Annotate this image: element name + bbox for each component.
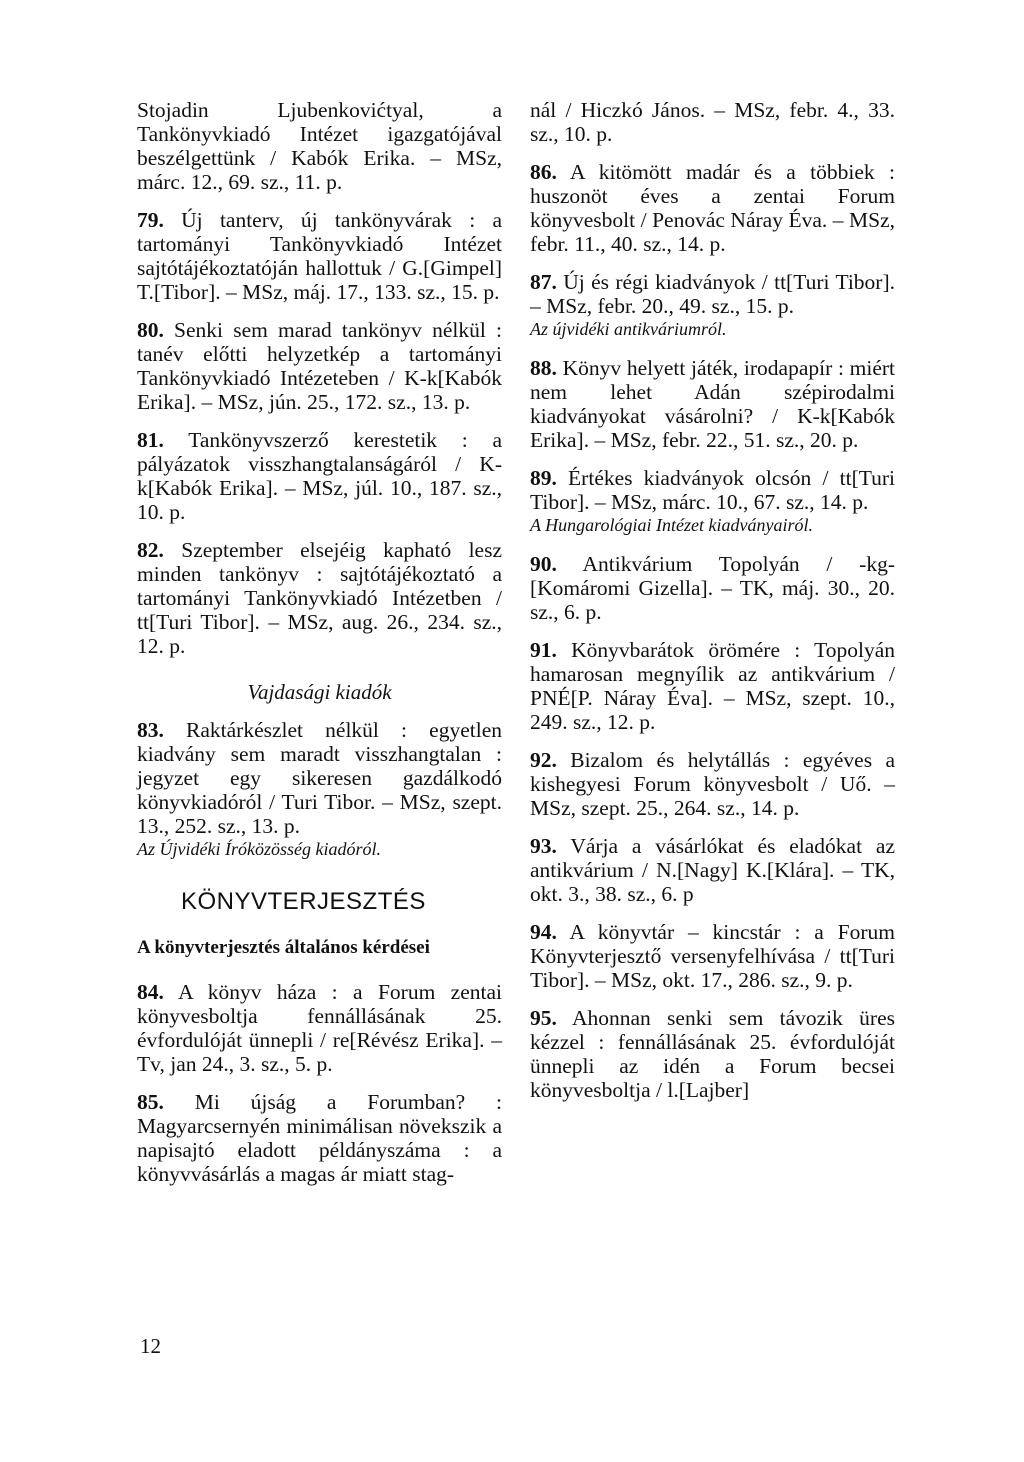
entry-80 [137,318,502,414]
entry-text: Tankönyvszerző kerestetik : a pályázatok visszhangtalanságáról / K-k[Kabók Erika]. – MSz, júl. 10., 187. sz., 10. p. [137,428,502,524]
entry-number: 95. [530,1006,557,1030]
entry-88 [530,356,895,452]
entry-text: Raktárkészlet nélkül : egyetlen kiadvány sem maradt visszhangtalan : jegyzet egy sikeresen gazdálkodó könyvkiadóról / Turi Tibor. – MSz, szept. 13., 252. sz., 13. p. [137,718,502,838]
page-number: 12 [140,1334,161,1358]
entry-number: 88. [530,356,557,380]
entry-94 [530,920,895,992]
entry-78-continuation: Stojadin Ljubenkovićtyal, a Tankönyvkiadó Intézet igazgatójával beszélgettünk / Kabók Erika. – MSz, márc. 12., 69. sz., 11. p. [137,98,502,194]
entry-text: Mi újság a Forumban? : Magyarcsernyén minimálisan növekszik a napisajtó eladott példányszáma : a könyvvásárlás a magas ár miatt stag- [137,1090,502,1186]
entry-87-note: Az újvidéki antikváriumról. [530,319,727,339]
entry-text: Értékes kiadványok olcsón / tt[Turi Tibor]. – MSz, márc. 10., 67. sz., 14. p. [530,466,895,514]
entry-text: Bizalom és helytállás : egyéves a kishegyesi Forum könyvesbolt / Uő. – MSz, szept. 25., 264. sz., 14. p. [530,748,895,820]
entry-number: 84. [137,980,164,1004]
entry-number: 80. [137,318,164,342]
entry-number: 87. [530,270,557,294]
entry-number: 79. [137,208,164,232]
entry-92 [530,748,895,820]
entry-number: 85. [137,1090,164,1114]
entry-text: Várja a vásárlókat és eladókat az antikvárium / N.[Nagy] K.[Klára]. – TK, okt. 3., 38. sz., 6. p [530,834,895,906]
entry-text: Senki sem marad tankönyv nélkül : tanév előtti helyzetkép a tartományi Tankönyvkiadó Intézeteben / K-k[Kabók Erika]. – MSz, jún. 25., 172. sz., 13. p. [137,318,502,414]
entry-number: 81. [137,428,164,452]
entry-83-note: Az Újvidéki Íróközösség kiadóról. [137,839,381,859]
entry-number: 83. [137,718,164,742]
entry-text: A kitömött madár és a többiek : huszonöt éves a zentai Forum könyvesbolt / Penovác Náray Éva. – MSz, febr. 11., 40. sz., 14. p. [530,160,895,256]
entry-90 [530,552,895,624]
entry-text: A könyvtár – kincstár : a Forum Könyvterjesztő versenyfelhívása / tt[Turi Tibor]. – MSz, okt. 17., 286. sz., 9. p. [530,920,895,992]
entry-89 [530,466,895,514]
entry-81 [137,428,502,524]
entry-82 [137,538,502,658]
entry-number: 89. [530,466,557,490]
entry-number: 94. [530,920,557,944]
entry-79 [137,208,502,304]
entry-87 [530,270,895,318]
entry-number: 91. [530,638,557,662]
entry-84 [137,980,502,1076]
left-column [137,98,502,1200]
entry-text: Antikvárium Topolyán / -kg-[Komáromi Gizella]. – TK, máj. 30., 20. sz., 6. p. [530,552,895,624]
entry-86 [530,160,895,256]
entry-text: Könyv helyett játék, irodapapír : miért nem lehet Adán szépirodalmi kiadványokat vásárolni? / K-k[Kabók Erika]. – MSz, febr. 22., 51. sz., 20. p. [530,356,895,452]
entry-number: 86. [530,160,557,184]
entry-number: 82. [137,538,164,562]
right-column [530,98,895,1116]
entry-number: 92. [530,748,557,772]
entry-text: Új és régi kiadványok / tt[Turi Tibor]. – MSz, febr. 20., 49. sz., 15. p. [530,270,895,318]
entry-85-continuation: nál / Hiczkó János. – MSz, febr. 4., 33. sz., 10. p. [530,98,895,146]
entry-text: Szeptember elsejéig kapható lesz minden tankönyv : sajtótájékoztató a tartományi Tankönyvkiadó Intézetben / tt[Turi Tibor]. – MSz, aug. 26., 234. sz., 12. p. [137,538,502,658]
entry-85 [137,1090,502,1186]
entry-text: Ahonnan senki sem távozik üres kézzel : fennállásának 25. évfordulóját ünnepli az idén a Forum becsei könyvesboltja / l.[Lajber] [530,1006,895,1102]
entry-text: Könyvbarátok örömére : Topolyán hamarosan megnyílik az antikvárium / PNÉ[P. Náray Éva]. – MSz, szept. 10., 249. sz., 12. p. [530,638,895,734]
entry-89-note: A Hungarológiai Intézet kiadványairól. [530,515,813,535]
entry-91 [530,638,895,734]
entry-text: Új tanterv, új tankönyvárak : a tartományi Tankönyvkiadó Intézet sajtótájékoztatóján hallottuk / G.[Gimpel] T.[Tibor]. – MSz, máj. 17., 133. sz., 15. p. [137,208,502,304]
entry-number: 93. [530,834,557,858]
entry-83 [137,718,502,838]
entry-number: 90. [530,552,557,576]
section-heading-konyvterjesztes: KÖNYVTERJESZTÉS [181,888,426,915]
entry-text: A könyv háza : a Forum zentai könyvesboltja fennállásának 25. évfordulóját ünnepli / re[Révész Erika]. – Tv, jan 24., 3. sz., 5. p. [137,980,502,1076]
entry-95 [530,1006,895,1102]
subsection-heading: A könyvterjesztés általános kérdései [137,937,430,958]
section-heading-vajdasagi-kiadok: Vajdasági kiadók [247,680,392,704]
entry-93 [530,834,895,906]
